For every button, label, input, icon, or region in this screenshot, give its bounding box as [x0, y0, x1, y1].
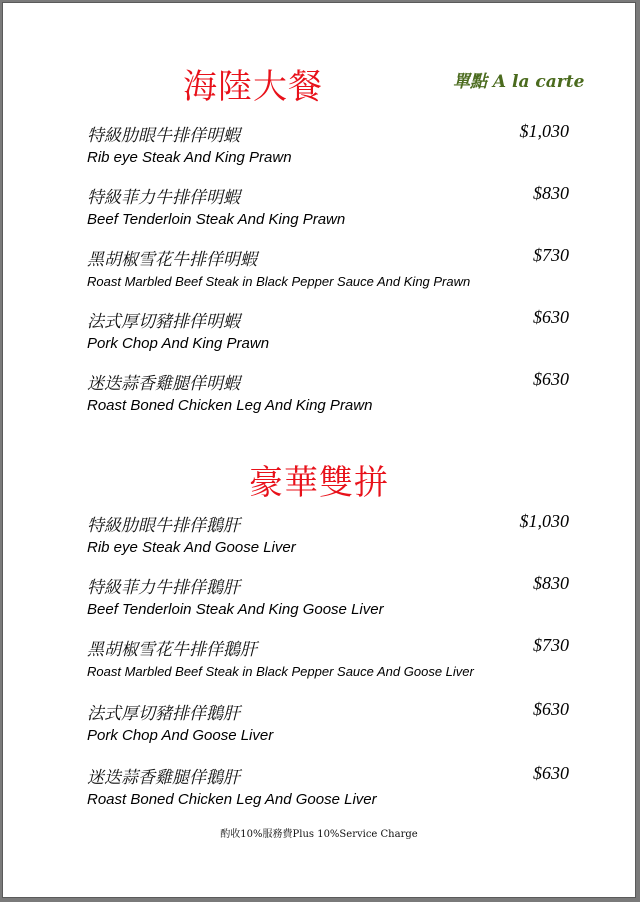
- item-price: $730: [533, 245, 569, 265]
- item-price: $630: [533, 307, 569, 327]
- item-name-zh: 法式厚切豬排佯鵝肝: [87, 704, 240, 724]
- item-name-en: Roast Marbled Beef Steak in Black Pepper Sauce And King Prawn: [87, 274, 471, 289]
- menu-item: [87, 183, 577, 233]
- item-name-en: Beef Tenderloin Steak And King Prawn: [87, 211, 346, 228]
- item-name-en: Rib eye Steak And Goose Liver: [87, 539, 296, 556]
- service-charge-note: 酌收10%服務費Plus 10%Service Charge: [220, 829, 418, 840]
- menu-item: [87, 511, 577, 561]
- item-name-zh: 黑胡椒雪花牛排佯明蝦: [87, 250, 257, 270]
- item-price: $630: [533, 763, 569, 783]
- item-name-en: Roast Boned Chicken Leg And King Prawn: [87, 397, 373, 414]
- menu-item: [87, 121, 577, 171]
- item-price: $830: [533, 183, 569, 203]
- menu-item: [87, 307, 577, 357]
- item-name-en: Beef Tenderloin Steak And King Goose Liver: [87, 601, 384, 618]
- section-title-surf-and-turf: 海陸大餐: [183, 67, 323, 107]
- item-name-zh: 特級菲力牛排佯鵝肝: [87, 578, 240, 598]
- item-price: $730: [533, 635, 569, 655]
- item-name-zh: 特級菲力牛排佯明蝦: [87, 188, 240, 208]
- item-name-zh: 特級肋眼牛排佯鵝肝: [87, 516, 240, 536]
- menu-item: [87, 245, 577, 295]
- item-price: $630: [533, 699, 569, 719]
- item-name-zh: 迷迭蒜香雞腿佯鵝肝: [87, 768, 240, 788]
- item-price: $1,030: [519, 511, 569, 531]
- item-name-zh: 法式厚切豬排佯明蝦: [87, 312, 240, 332]
- menu-item: [87, 573, 577, 623]
- a-la-carte-label: 單點 A la carte: [453, 72, 585, 92]
- item-price: $1,030: [519, 121, 569, 141]
- item-name-en: Roast Boned Chicken Leg And Goose Liver: [87, 791, 377, 808]
- item-name-zh: 黑胡椒雪花牛排佯鵝肝: [87, 640, 257, 660]
- item-name-zh: 特級肋眼牛排佯明蝦: [87, 126, 240, 146]
- item-name-en: Pork Chop And Goose Liver: [87, 727, 274, 744]
- item-name-zh: 迷迭蒜香雞腿佯明蝦: [87, 374, 240, 394]
- menu-item: [87, 699, 577, 749]
- item-name-en: Roast Marbled Beef Steak in Black Pepper Sauce And Goose Liver: [87, 664, 474, 679]
- menu-page: [2, 2, 636, 898]
- section-title-luxury-combo: 豪華雙拼: [249, 463, 389, 503]
- menu-item: [87, 763, 577, 813]
- item-price: $630: [533, 369, 569, 389]
- item-price: $830: [533, 573, 569, 593]
- menu-item: [87, 369, 577, 419]
- menu-item: [87, 635, 577, 685]
- item-name-en: Rib eye Steak And King Prawn: [87, 149, 292, 166]
- item-name-en: Pork Chop And King Prawn: [87, 335, 270, 352]
